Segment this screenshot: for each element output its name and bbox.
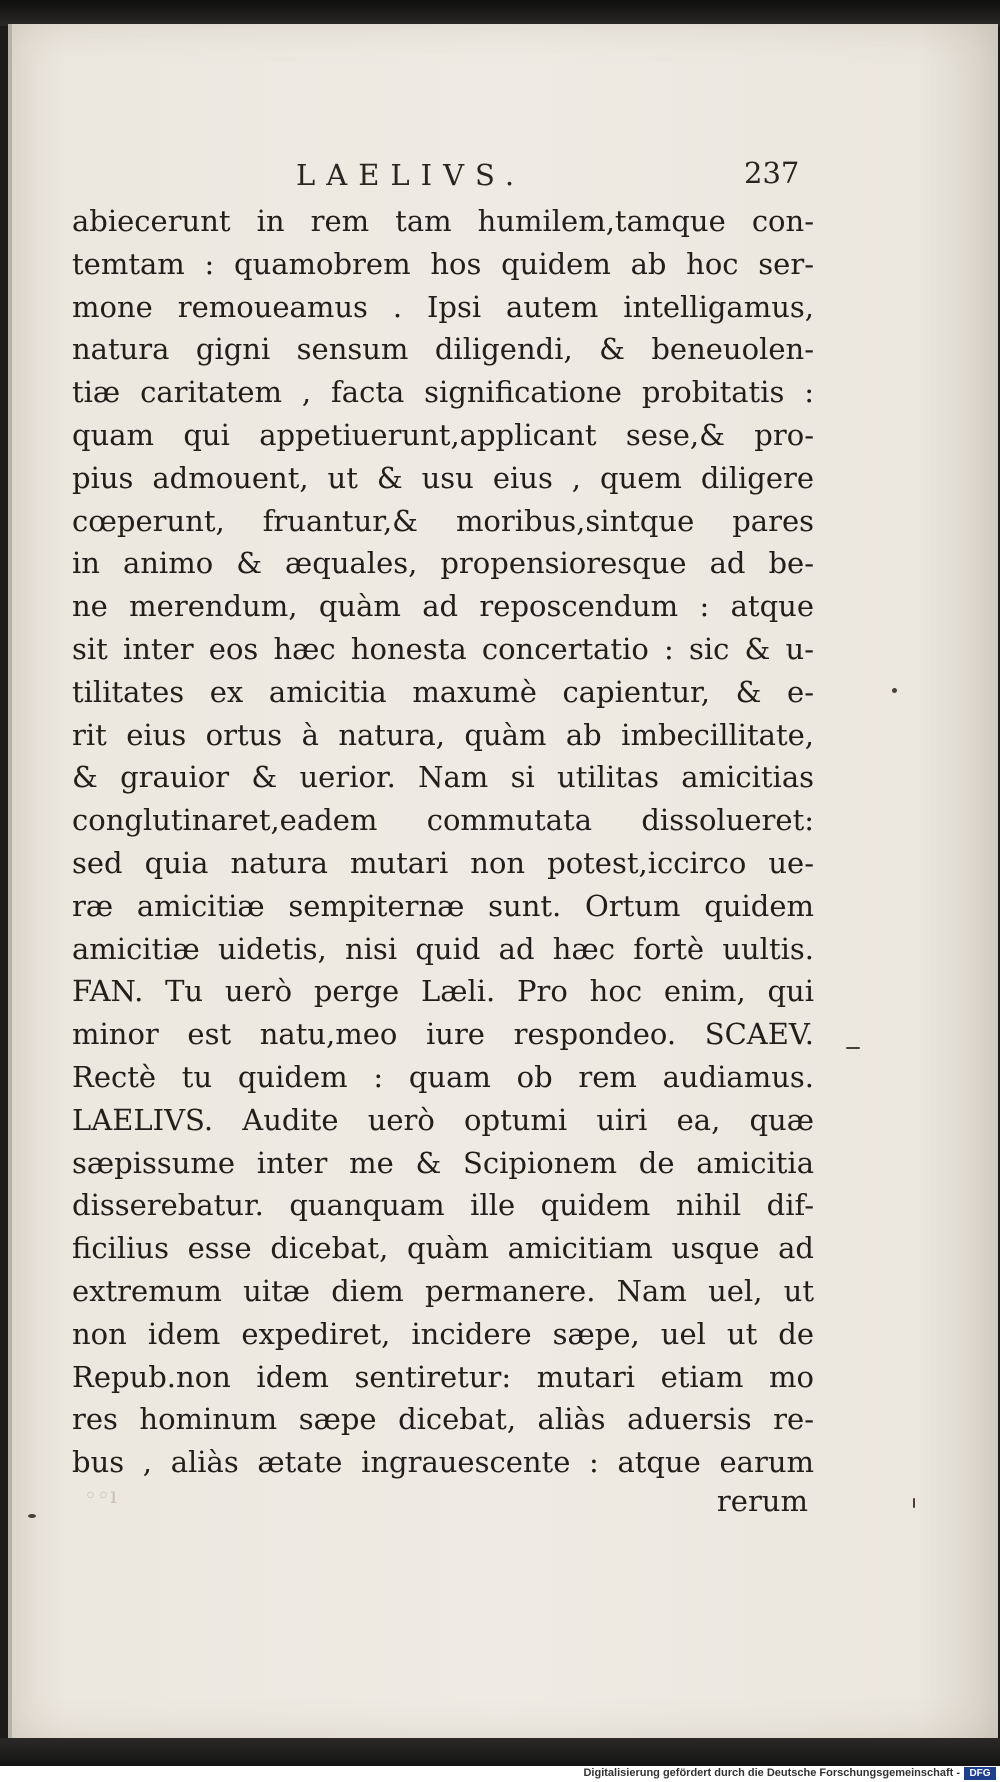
text-line: ræ amicitiæ sempiternæ sunt. Ortum quidem: [72, 888, 814, 923]
text-line: temtam : quamobrem hos quidem ab hoc ser-: [72, 246, 814, 281]
ink-speck: [913, 1498, 915, 1508]
text-line: tilitates ex amicitia maxumè capientur, & e-: [72, 674, 814, 709]
text-line: non idem expediret, incidere sæpe, uel ut de: [72, 1316, 814, 1351]
ink-speck: [846, 1047, 860, 1049]
text-line: Repub.non idem sentiretur: mutari etiam mo: [72, 1359, 814, 1394]
text-line: minor est natu,meo iure respondeo. SCAEV.: [72, 1017, 814, 1052]
text-line: extremum uitæ diem permanere. Nam uel, ut: [72, 1273, 814, 1308]
text-line: abiecerunt in rem tam humilem,tamque con-: [72, 204, 814, 238]
credit-bar: [0, 1766, 1000, 1782]
page-edge: [8, 24, 12, 1738]
text-line: FAN. Tu uerò perge Læli. Pro hoc enim, qui: [72, 974, 814, 1009]
show-through-mark: ◦◦ı: [84, 1484, 117, 1509]
body-text: [72, 200, 814, 1484]
running-head: LAELIVS.: [296, 158, 526, 192]
scan-top-shadow: [0, 0, 1000, 26]
text-line: pius admouent, ut & usu eius , quem diligere: [72, 460, 814, 495]
catchword: rerum: [716, 1484, 808, 1518]
scan-bottom-shadow: [0, 1738, 1000, 1766]
text-line: natura gigni sensum diligendi, & beneuolen-: [72, 332, 814, 367]
text-line: disserebatur. quanquam ille quidem nihil dif-: [72, 1188, 814, 1223]
text-line: bus , aliàs ætate ingrauescente : atque earum: [72, 1445, 814, 1480]
book-page: [8, 24, 998, 1738]
page-header: [8, 158, 998, 198]
text-line: rit eius ortus à natura, quàm ab imbecillitate,: [72, 717, 814, 752]
text-line: LAELIVS. Audite uerò optumi uiri ea, quæ: [72, 1102, 814, 1137]
dfg-logo: DFG: [964, 1767, 996, 1780]
ink-speck: [28, 1514, 36, 1518]
text-line: in animo & æquales, propensioresque ad be-: [72, 546, 814, 581]
page-footer: [72, 1484, 814, 1524]
text-line: sed quia natura mutari non potest,iccirco ue-: [72, 845, 814, 880]
text-line: & grauior & uerior. Nam si utilitas amicitias: [72, 760, 814, 795]
text-line: Rectè tu quidem : quam ob rem audiamus.: [72, 1059, 814, 1094]
text-line: sæpissume inter me & Scipionem de amicitia: [72, 1145, 814, 1180]
text-line: tiæ caritatem , facta significatione probitatis :: [72, 375, 814, 410]
text-line: cœperunt, fruantur,& moribus,sintque pares: [72, 503, 814, 538]
text-line: quam qui appetiuerunt,applicant sese,& pro-: [72, 417, 814, 452]
text-line: conglutinaret,eadem commutata dissolueret:: [72, 803, 814, 838]
text-line: ne merendum, quàm ad reposcendum : atque: [72, 589, 814, 624]
text-line: ficilius esse dicebat, quàm amicitiam usque ad: [72, 1231, 814, 1266]
text-line: amicitiæ uidetis, nisi quid ad hæc fortè uultis.: [72, 931, 814, 966]
credit-text: Digitalisierung gefördert durch die Deutsche Forschungsgemeinschaft -: [583, 1767, 960, 1779]
text-line: res hominum sæpe dicebat, aliàs aduersis re-: [72, 1402, 814, 1437]
text-line: mone remoueamus . Ipsi autem intelligamus,: [72, 289, 814, 324]
page-number: 237: [744, 156, 800, 190]
text-line: sit inter eos hæc honesta concertatio : sic & u-: [72, 631, 814, 666]
ink-speck: [892, 688, 897, 693]
